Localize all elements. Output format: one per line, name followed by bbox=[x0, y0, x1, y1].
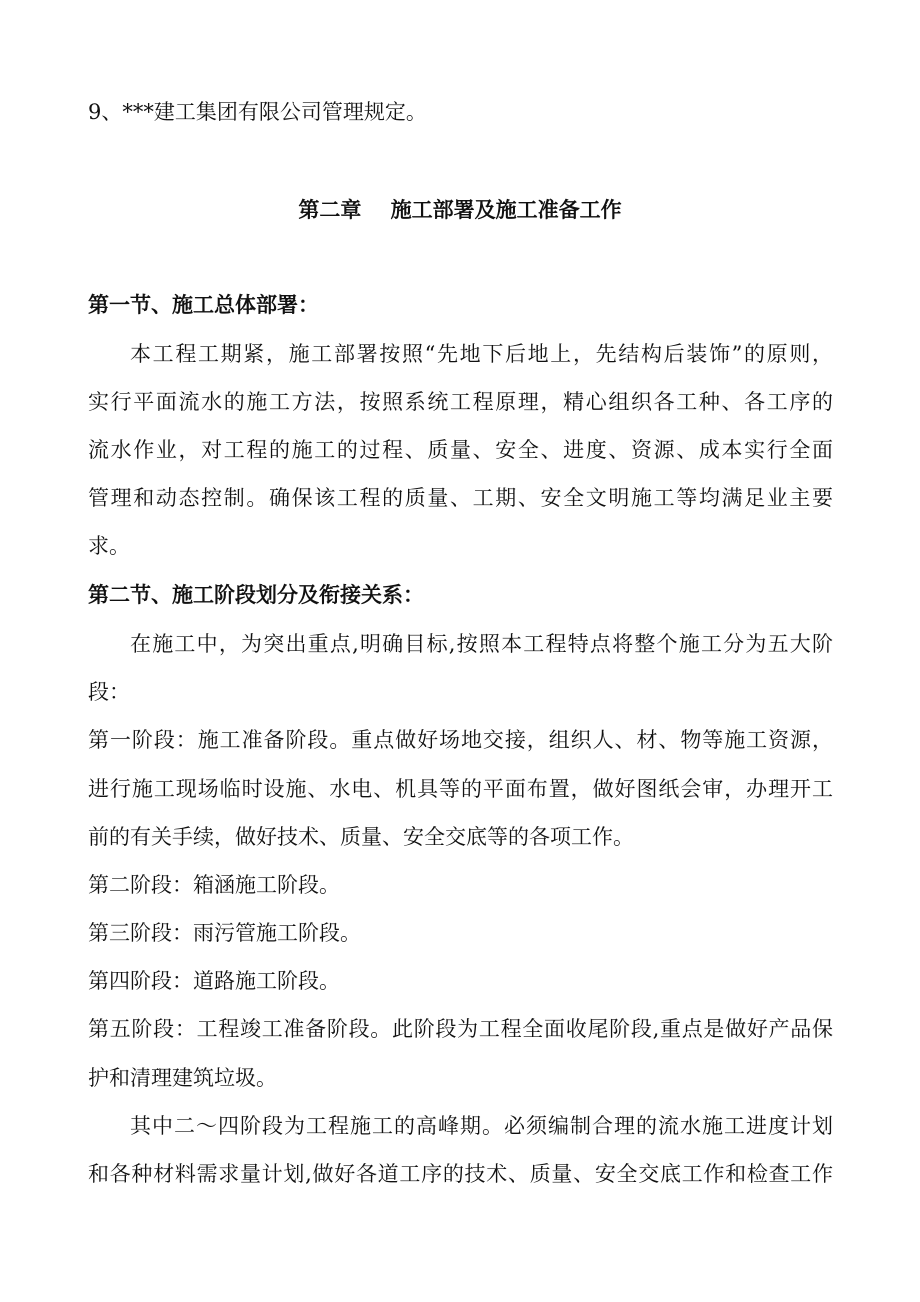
section1-paragraph-line: 管理和动态控制。确保该工程的质量、工期、安全文明施工等均满足业主要 bbox=[88, 486, 833, 510]
closing-line: 和各种材料需求量计划,做好各道工序的技术、质量、安全交底工作和检查工作 bbox=[88, 1162, 833, 1186]
section2-intro-line: 段： bbox=[88, 680, 130, 704]
stage5-line: 第五阶段：工程竣工准备阶段。此阶段为工程全面收尾阶段,重点是做好产品保 bbox=[88, 1017, 833, 1041]
section1-paragraph-line: 流水作业，对工程的施工的过程、质量、安全、进度、资源、成本实行全面 bbox=[88, 438, 833, 462]
section2-heading: 第二节、施工阶段划分及衔接关系： bbox=[88, 583, 424, 607]
section1-heading: 第一节、施工总体部署： bbox=[88, 293, 319, 317]
stage5-line: 护和清理建筑垃圾。 bbox=[88, 1066, 277, 1090]
closing-line: 其中二～四阶段为工程施工的高峰期。必须编制合理的流水施工进度计划 bbox=[130, 1114, 833, 1138]
section1-paragraph-line: 求。 bbox=[88, 534, 130, 558]
section2-intro-line: 在施工中，为突出重点,明确目标,按照本工程特点将整个施工分为五大阶 bbox=[130, 632, 833, 656]
reference-item: 9、***建工集团有限公司管理规定。 bbox=[88, 100, 427, 124]
section1-paragraph-line: 本工程工期紧，施工部署按照“先地下后地上，先结构后装饰”的原则， bbox=[130, 342, 833, 366]
stage1-line: 前的有关手续，做好技术、质量、安全交底等的各项工作。 bbox=[88, 825, 634, 849]
stage2-line: 第二阶段：箱涵施工阶段。 bbox=[88, 873, 340, 897]
stage3-line: 第三阶段：雨污管施工阶段。 bbox=[88, 921, 361, 945]
stage1-line: 进行施工现场临时设施、水电、机具等的平面布置，做好图纸会审，办理开工 bbox=[88, 777, 833, 801]
chapter-title: 第二章 施工部署及施工准备工作 bbox=[298, 198, 622, 222]
section1-paragraph-line: 实行平面流水的施工方法，按照系统工程原理，精心组织各工种、各工序的 bbox=[88, 390, 833, 414]
stage1-line: 第一阶段：施工准备阶段。重点做好场地交接，组织人、材、物等施工资源， bbox=[88, 728, 833, 752]
stage4-line: 第四阶段：道路施工阶段。 bbox=[88, 969, 340, 993]
